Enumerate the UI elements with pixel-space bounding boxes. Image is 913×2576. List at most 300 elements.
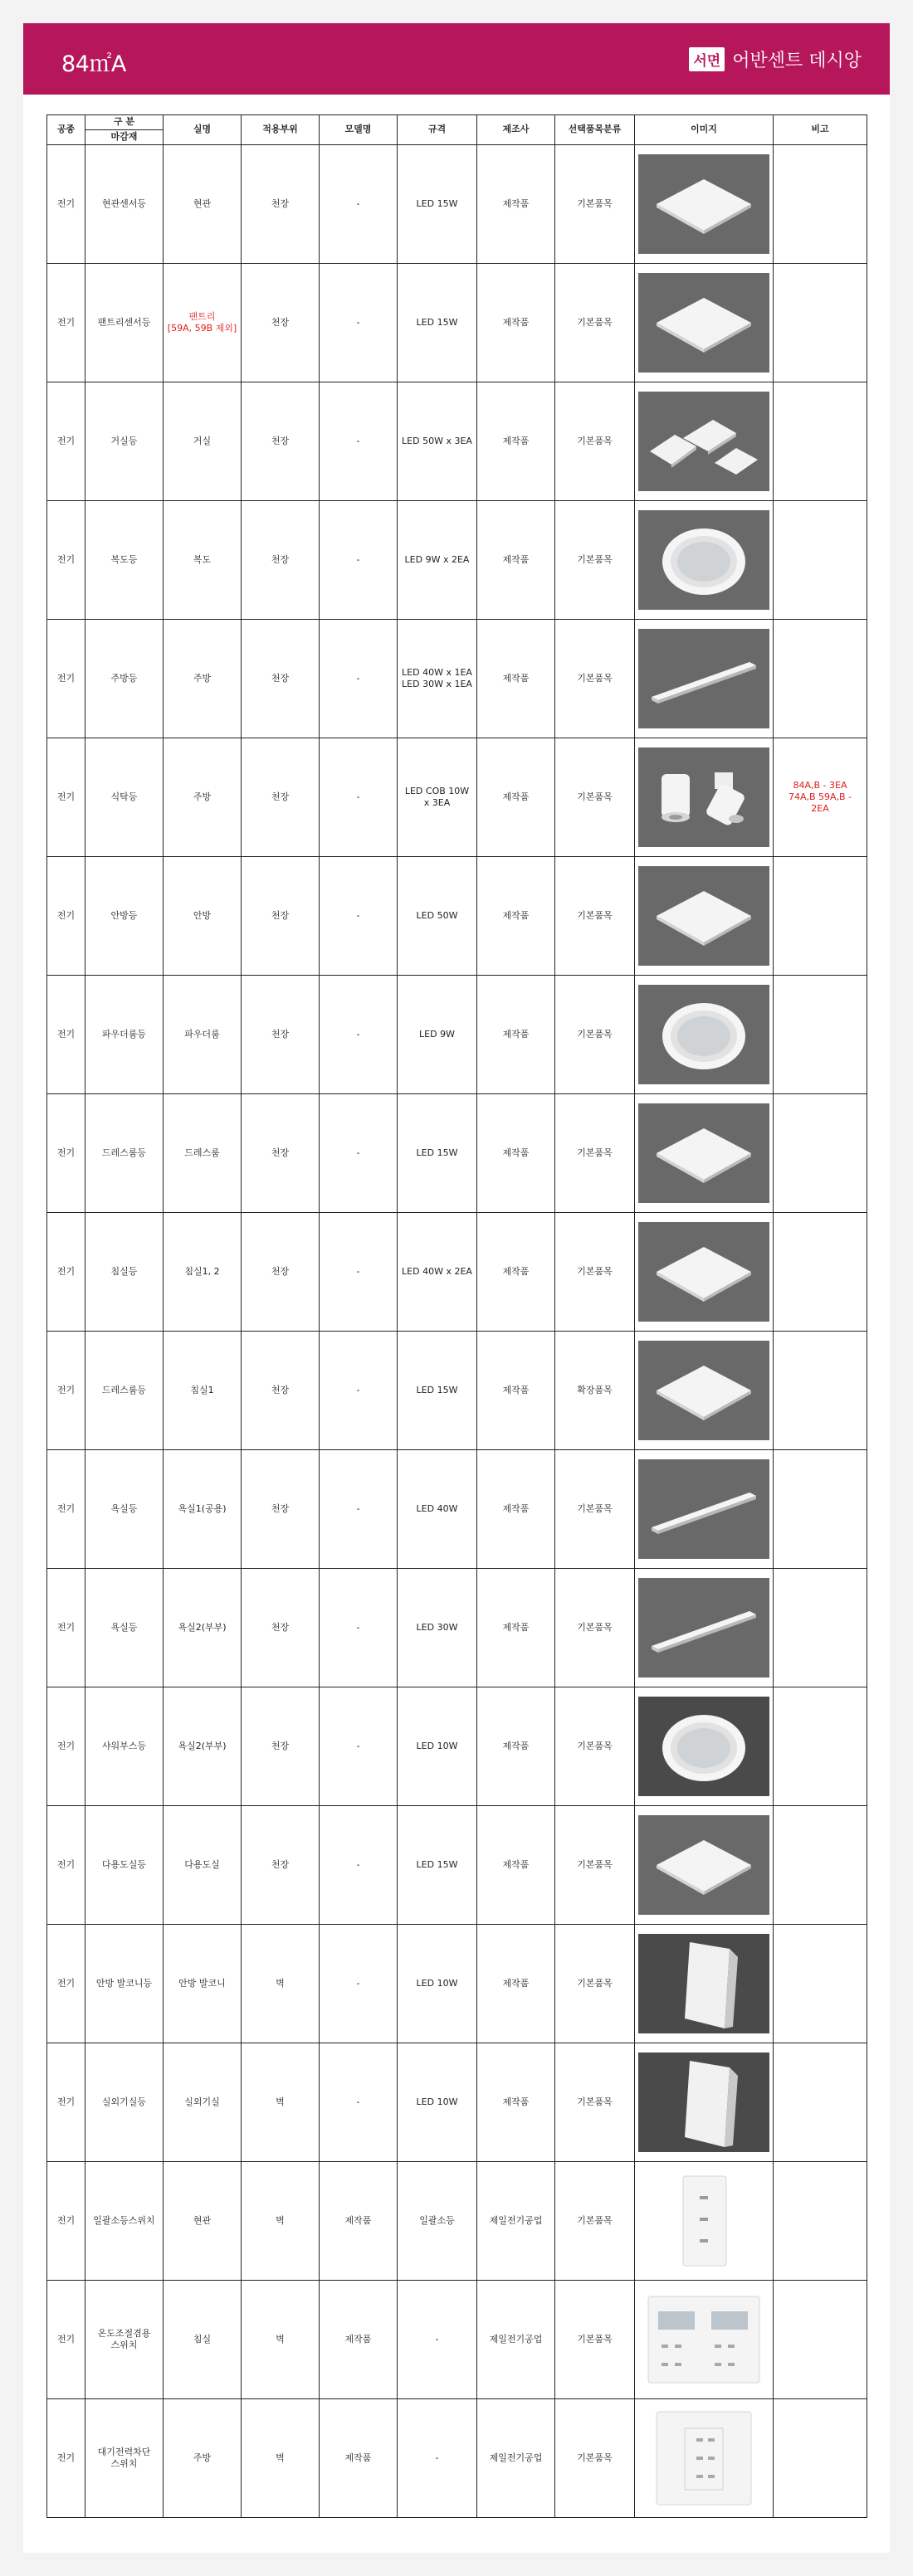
downlight-icon (638, 1697, 769, 1796)
cell-trade: 전기 (47, 976, 85, 1094)
cell-room (164, 2281, 242, 2399)
item-name: 드레스룸등 (101, 1384, 147, 1395)
cell-class: 기본품목 (555, 620, 635, 738)
cell-maker: 제작품 (477, 620, 555, 738)
cell-class: 기본품목 (555, 2043, 635, 2162)
room-name: 침실1 (190, 1384, 214, 1395)
item-name: 복도등 (110, 553, 138, 565)
cell-part: 천장 (242, 1213, 320, 1332)
spec-value: LED 40W x 2EA (402, 1265, 472, 1277)
cell-class: 확장품목 (555, 1332, 635, 1450)
spec-value: LED 50W (416, 909, 458, 921)
item-name-line2: 스위치 (110, 2458, 138, 2469)
region-badge: 서면 (689, 47, 725, 71)
cell-class: 기본품목 (555, 1094, 635, 1213)
cell-model: - (320, 976, 398, 1094)
cell-class: 기본품목 (555, 145, 635, 264)
cell-class: 기본품목 (555, 857, 635, 976)
cell-part: 벽 (242, 2281, 320, 2399)
table-row (47, 738, 867, 857)
table-row (47, 1806, 867, 1925)
table-row (47, 2399, 867, 2518)
cell-trade: 전기 (47, 2043, 85, 2162)
product-image (638, 747, 769, 847)
spec-value-line2: LED 30W x 1EA (402, 679, 472, 689)
header-category: 구 분 (85, 115, 164, 130)
product-image (638, 154, 769, 254)
cell-part: 천장 (242, 976, 320, 1094)
cell-note (774, 2281, 867, 2399)
cell-class: 기본품목 (555, 2281, 635, 2399)
cell-room (164, 1213, 242, 1332)
cell-room (164, 1806, 242, 1925)
item-name: 거실등 (110, 435, 138, 446)
cell-trade: 전기 (47, 264, 85, 382)
spec-value: - (435, 2333, 439, 2345)
room-name: 드레스룸 (184, 1147, 220, 1158)
room-name: 주방 (193, 791, 212, 802)
cell-trade: 전기 (47, 1094, 85, 1213)
cell-trade: 전기 (47, 1569, 85, 1687)
spec-value: - (435, 2452, 439, 2463)
cell-room (164, 2162, 242, 2281)
cell-maker: 제작품 (477, 1450, 555, 1569)
cell-part: 천장 (242, 382, 320, 501)
cell-model: - (320, 1569, 398, 1687)
cell-trade: 전기 (47, 1450, 85, 1569)
square-panel-light-icon (638, 273, 769, 373)
cell-image (635, 145, 774, 264)
room-name: 다용도실 (184, 1858, 220, 1870)
spec-value: LED COB 10W (404, 785, 470, 796)
cell-room (164, 382, 242, 501)
item-name: 실외기실등 (101, 2096, 147, 2107)
cell-model: - (320, 857, 398, 976)
item-name: 침실등 (110, 1265, 138, 1277)
cell-trade: 전기 (47, 857, 85, 976)
item-name: 식탁등 (110, 791, 138, 802)
table-row (47, 2162, 867, 2281)
cell-room (164, 1094, 242, 1213)
room-name: 침실1, 2 (184, 1265, 220, 1277)
cell-part: 천장 (242, 145, 320, 264)
cell-item (85, 976, 164, 1094)
cell-note (774, 382, 867, 501)
spec-value: LED 15W (416, 316, 458, 328)
cell-spec (398, 1213, 477, 1332)
cell-spec (398, 2162, 477, 2281)
lighting-spec-table (46, 114, 867, 2518)
cell-image (635, 1925, 774, 2043)
cell-maker: 제작품 (477, 1332, 555, 1450)
cell-note (774, 857, 867, 976)
cell-spec (398, 738, 477, 857)
cell-part: 천장 (242, 264, 320, 382)
cell-model: - (320, 1925, 398, 2043)
cell-item (85, 145, 164, 264)
linear-light-icon (638, 1459, 769, 1559)
cell-image (635, 2043, 774, 2162)
cell-class: 기본품목 (555, 976, 635, 1094)
cell-spec (398, 1569, 477, 1687)
cell-part: 천장 (242, 1569, 320, 1687)
cell-maker: 제작품 (477, 501, 555, 620)
spec-value: LED 15W (416, 197, 458, 209)
cell-note (774, 1687, 867, 1806)
downlight-icon (638, 510, 769, 610)
cell-item (85, 1569, 164, 1687)
cell-class: 기본품목 (555, 1450, 635, 1569)
cell-model: - (320, 1450, 398, 1569)
cell-trade: 전기 (47, 1332, 85, 1450)
note-line: 84A,B - 3EA (793, 779, 847, 791)
cell-image (635, 1687, 774, 1806)
cell-room (164, 976, 242, 1094)
item-name: 주방등 (110, 672, 138, 684)
cell-item (85, 1925, 164, 2043)
cell-spec (398, 1450, 477, 1569)
product-image (638, 1934, 769, 2033)
header-note: 비고 (774, 115, 867, 145)
cell-part: 벽 (242, 1925, 320, 2043)
cell-model: - (320, 1806, 398, 1925)
table-row (47, 1213, 867, 1332)
room-name: 안방 (193, 909, 212, 921)
cell-model: - (320, 620, 398, 738)
cell-trade: 전기 (47, 1925, 85, 2043)
cell-trade: 전기 (47, 2281, 85, 2399)
cell-spec (398, 620, 477, 738)
cell-item (85, 1687, 164, 1806)
cell-part: 천장 (242, 1687, 320, 1806)
cell-trade: 전기 (47, 2399, 85, 2518)
cell-model: - (320, 1687, 398, 1806)
table-row (47, 1450, 867, 1569)
cell-trade: 전기 (47, 1687, 85, 1806)
cell-part: 벽 (242, 2399, 320, 2518)
table-row (47, 1332, 867, 1450)
cell-image (635, 976, 774, 1094)
product-image (638, 866, 769, 966)
cell-trade: 전기 (47, 738, 85, 857)
cell-room (164, 738, 242, 857)
item-name: 욕실등 (110, 1621, 138, 1633)
thermostat-switch-icon (638, 2290, 769, 2389)
spec-value: LED 10W (416, 1740, 458, 1751)
cell-image (635, 1450, 774, 1569)
triple-panel-light-icon (638, 392, 769, 491)
item-name: 일괄소등스위치 (93, 2214, 155, 2226)
cell-part: 천장 (242, 1806, 320, 1925)
cell-image (635, 857, 774, 976)
spec-value: LED 40W x 1EA (402, 666, 472, 678)
table-row (47, 501, 867, 620)
cell-note (774, 145, 867, 264)
product-image (638, 629, 769, 728)
cell-model: - (320, 382, 398, 501)
standby-power-switch-icon (638, 2408, 769, 2508)
square-panel-light-icon (638, 154, 769, 254)
item-name: 안방 발코니등 (95, 1977, 153, 1989)
spec-value: LED 15W (416, 1858, 458, 1870)
header-finish: 마감재 (85, 130, 164, 145)
cell-trade: 전기 (47, 145, 85, 264)
product-image (638, 1459, 769, 1559)
brand-name: 어반센트 데시앙 (732, 51, 862, 71)
cell-spec (398, 857, 477, 976)
table-row (47, 620, 867, 738)
item-name: 파우더룸등 (101, 1028, 147, 1040)
cell-item (85, 2399, 164, 2518)
spec-value-line2: x 3EA (423, 797, 451, 808)
cell-note (774, 620, 867, 738)
cell-class: 기본품목 (555, 1925, 635, 2043)
spec-value: LED 9W x 2EA (404, 553, 470, 565)
cell-model: 제작품 (320, 2399, 398, 2518)
cell-item (85, 738, 164, 857)
cell-class: 기본품목 (555, 1806, 635, 1925)
cell-part: 천장 (242, 620, 320, 738)
cell-image (635, 1213, 774, 1332)
cell-part: 벽 (242, 2043, 320, 2162)
square-panel-light-icon (638, 1222, 769, 1322)
spec-value: 일괄소등 (419, 2214, 455, 2226)
cell-maker: 제일전기공업 (477, 2399, 555, 2518)
cell-spec (398, 1806, 477, 1925)
cell-maker: 제일전기공업 (477, 2281, 555, 2399)
cell-spec (398, 2399, 477, 2518)
cell-spec (398, 145, 477, 264)
cell-note (774, 2399, 867, 2518)
cell-model: - (320, 1332, 398, 1450)
cell-item (85, 857, 164, 976)
table-row (47, 2281, 867, 2399)
room-name: 거실 (193, 435, 212, 446)
cell-image (635, 1569, 774, 1687)
cell-model: 제작품 (320, 2162, 398, 2281)
cell-room (164, 2399, 242, 2518)
cell-item (85, 1806, 164, 1925)
cell-model: - (320, 2043, 398, 2162)
cell-trade: 전기 (47, 1213, 85, 1332)
cell-spec (398, 264, 477, 382)
cell-room (164, 1687, 242, 1806)
header-spec: 규격 (398, 115, 477, 145)
item-name: 현관센서등 (101, 197, 147, 209)
cell-image (635, 1806, 774, 1925)
cell-model: - (320, 1213, 398, 1332)
cell-class: 기본품목 (555, 2162, 635, 2281)
cell-image (635, 738, 774, 857)
spec-value: LED 30W (416, 1621, 458, 1633)
cell-note (774, 264, 867, 382)
product-image (638, 392, 769, 491)
item-name-line2: 스위치 (110, 2340, 138, 2350)
product-image (638, 510, 769, 610)
room-name: 실외기실 (184, 2096, 220, 2107)
brand-logo (689, 46, 862, 72)
cell-class: 기본품목 (555, 2399, 635, 2518)
cell-image (635, 620, 774, 738)
product-image (638, 1578, 769, 1678)
wall-light-icon (638, 2053, 769, 2152)
cell-part: 벽 (242, 2162, 320, 2281)
cell-model: - (320, 501, 398, 620)
cell-item (85, 1450, 164, 1569)
product-image (638, 1103, 769, 1203)
square-panel-light-icon (638, 1815, 769, 1915)
cell-part: 천장 (242, 1094, 320, 1213)
cell-note (774, 738, 867, 857)
product-image (638, 1341, 769, 1440)
cylinder-spotlight-icon (638, 747, 769, 847)
spec-value: LED 15W (416, 1147, 458, 1158)
room-name: 욕실1(공용) (178, 1502, 227, 1514)
cell-item (85, 382, 164, 501)
cell-trade: 전기 (47, 2162, 85, 2281)
table-row (47, 145, 867, 264)
cell-image (635, 264, 774, 382)
spec-value: LED 40W (416, 1502, 458, 1514)
cell-maker: 제작품 (477, 2043, 555, 2162)
cell-note (774, 1450, 867, 1569)
cell-note (774, 1569, 867, 1687)
room-name: 주방 (193, 2452, 212, 2463)
header-model: 모델명 (320, 115, 398, 145)
cell-image (635, 2281, 774, 2399)
cell-spec (398, 1925, 477, 2043)
room-name: 욕실2(부부) (178, 1740, 227, 1751)
cell-item (85, 501, 164, 620)
cell-note (774, 1332, 867, 1450)
cell-model: - (320, 264, 398, 382)
header-room: 실명 (164, 115, 242, 145)
cell-note (774, 1806, 867, 1925)
cell-trade: 전기 (47, 382, 85, 501)
table-row (47, 1569, 867, 1687)
cell-part: 천장 (242, 1450, 320, 1569)
downlight-icon (638, 985, 769, 1084)
note-line-2: 74A,B 59A,B - (788, 791, 852, 802)
room-name: 현관 (193, 197, 212, 209)
header-class: 선택품목분류 (555, 115, 635, 145)
cell-maker: 제작품 (477, 738, 555, 857)
cell-note (774, 2043, 867, 2162)
cell-room (164, 620, 242, 738)
spec-value: LED 9W (419, 1028, 455, 1040)
cell-note (774, 1213, 867, 1332)
cell-spec (398, 2043, 477, 2162)
product-image (638, 2290, 769, 2389)
table-row (47, 264, 867, 382)
cell-image (635, 2399, 774, 2518)
spec-value: LED 15W (416, 1384, 458, 1395)
cell-trade: 전기 (47, 501, 85, 620)
cell-class: 기본품목 (555, 1213, 635, 1332)
spec-value: LED 10W (416, 1977, 458, 1989)
cell-class: 기본품목 (555, 501, 635, 620)
cell-part: 천장 (242, 501, 320, 620)
room-exclusion-note: [59A, 59B 제외] (167, 323, 237, 334)
cell-maker: 제작품 (477, 1806, 555, 1925)
cell-note (774, 501, 867, 620)
square-panel-light-icon (638, 1103, 769, 1203)
table-row (47, 1925, 867, 2043)
cell-item (85, 264, 164, 382)
cell-trade: 전기 (47, 620, 85, 738)
cell-model: 제작품 (320, 2281, 398, 2399)
room-name: 복도 (193, 553, 212, 565)
product-image (638, 985, 769, 1084)
cell-maker: 제작품 (477, 382, 555, 501)
square-panel-light-icon (638, 1341, 769, 1440)
item-name: 안방등 (110, 909, 138, 921)
cell-class: 기본품목 (555, 1569, 635, 1687)
unit-type-title: 84㎡A (61, 51, 126, 77)
cell-class: 기본품목 (555, 738, 635, 857)
cell-maker: 제작품 (477, 857, 555, 976)
product-image (638, 1815, 769, 1915)
room-name: 파우더룸 (184, 1028, 220, 1040)
cell-maker: 제작품 (477, 1925, 555, 2043)
header-trade: 공종 (47, 115, 85, 145)
note-line-3: 2EA (811, 803, 829, 815)
table-row (47, 382, 867, 501)
cell-item (85, 1094, 164, 1213)
square-panel-light-icon (638, 866, 769, 966)
cell-room (164, 1332, 242, 1450)
cell-item (85, 620, 164, 738)
cell-image (635, 1332, 774, 1450)
room-name: 현관 (193, 2214, 212, 2226)
cell-spec (398, 501, 477, 620)
item-name: 팬트리센서등 (97, 316, 151, 328)
room-name: 안방 발코니 (178, 1977, 226, 1989)
cell-maker: 제일전기공업 (477, 2162, 555, 2281)
header-part: 적용부위 (242, 115, 320, 145)
cell-class: 기본품목 (555, 264, 635, 382)
product-image (638, 273, 769, 373)
product-image (638, 2053, 769, 2152)
cell-spec (398, 382, 477, 501)
page-header (23, 23, 890, 95)
spec-value: LED 50W x 3EA (402, 435, 472, 446)
cell-image (635, 1094, 774, 1213)
table-row (47, 1094, 867, 1213)
cell-room (164, 1569, 242, 1687)
cell-image (635, 382, 774, 501)
cell-room (164, 145, 242, 264)
item-name: 다용도실등 (101, 1858, 147, 1870)
cell-image (635, 2162, 774, 2281)
cell-model: - (320, 738, 398, 857)
cell-spec (398, 1687, 477, 1806)
cell-note (774, 1925, 867, 2043)
cell-item (85, 2281, 164, 2399)
room-name: 욕실2(부부) (178, 1621, 227, 1633)
cell-spec (398, 1332, 477, 1450)
item-name: 드레스룸등 (101, 1147, 147, 1158)
product-image (638, 2408, 769, 2508)
cell-part: 천장 (242, 857, 320, 976)
wall-light-icon (638, 1934, 769, 2033)
header-image: 이미지 (635, 115, 774, 145)
item-name: 대기전력차단 (97, 2446, 151, 2457)
cell-model: - (320, 145, 398, 264)
cell-class: 기본품목 (555, 1687, 635, 1806)
cell-note (774, 1094, 867, 1213)
cell-note (774, 2162, 867, 2281)
